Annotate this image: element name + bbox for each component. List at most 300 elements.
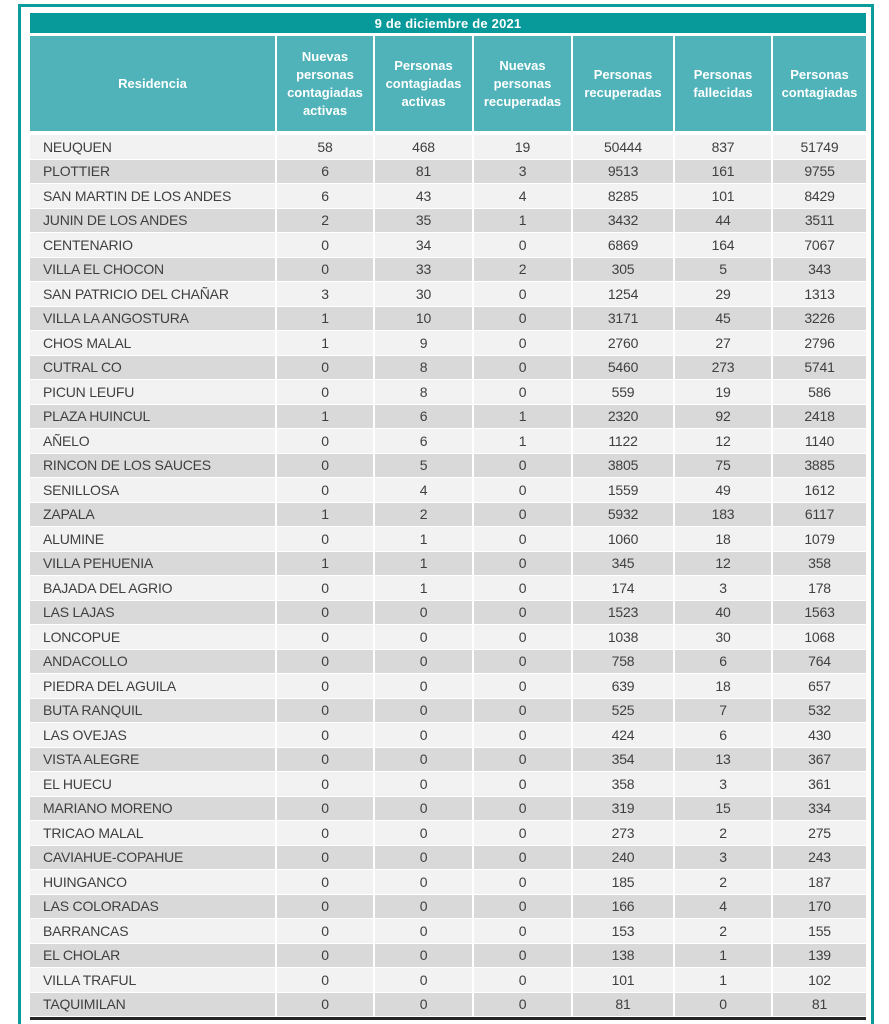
column-header-nuevas-contagiadas-activas: Nuevas personas contagiadas activas bbox=[275, 36, 373, 131]
table-header-row bbox=[30, 36, 866, 131]
value-cell: 0 bbox=[275, 625, 373, 650]
residencia-cell: CUTRAL CO bbox=[30, 356, 275, 381]
value-cell: 354 bbox=[571, 748, 673, 773]
value-cell: 8285 bbox=[571, 184, 673, 209]
value-cell: 358 bbox=[771, 552, 866, 577]
value-cell: 0 bbox=[275, 748, 373, 773]
value-cell: 0 bbox=[373, 821, 472, 846]
value-cell: 40 bbox=[673, 601, 771, 626]
value-cell: 4 bbox=[472, 184, 571, 209]
value-cell: 92 bbox=[673, 405, 771, 430]
table-row bbox=[30, 209, 866, 234]
value-cell: 6 bbox=[275, 160, 373, 185]
value-cell: 0 bbox=[373, 625, 472, 650]
value-cell: 1563 bbox=[771, 601, 866, 626]
value-cell: 2 bbox=[673, 821, 771, 846]
residencia-cell: LAS LAJAS bbox=[30, 601, 275, 626]
value-cell: 1060 bbox=[571, 527, 673, 552]
value-cell: 305 bbox=[571, 258, 673, 283]
value-cell: 0 bbox=[275, 233, 373, 258]
value-cell: 0 bbox=[275, 258, 373, 283]
residencia-cell: BUTA RANQUIL bbox=[30, 699, 275, 724]
value-cell: 0 bbox=[472, 919, 571, 944]
value-cell: 764 bbox=[771, 650, 866, 675]
value-cell: 1079 bbox=[771, 527, 866, 552]
value-cell: 0 bbox=[472, 650, 571, 675]
value-cell: 0 bbox=[373, 797, 472, 822]
value-cell: 1 bbox=[373, 576, 472, 601]
value-cell: 18 bbox=[673, 527, 771, 552]
value-cell: 49 bbox=[673, 478, 771, 503]
residencia-cell: ANDACOLLO bbox=[30, 650, 275, 675]
value-cell: 0 bbox=[373, 723, 472, 748]
value-cell: 3 bbox=[673, 846, 771, 871]
value-cell: 33 bbox=[373, 258, 472, 283]
value-cell: 12 bbox=[673, 552, 771, 577]
value-cell: 2418 bbox=[771, 405, 866, 430]
residencia-cell: ALUMINE bbox=[30, 527, 275, 552]
value-cell: 170 bbox=[771, 895, 866, 920]
value-cell: 0 bbox=[275, 821, 373, 846]
value-cell: 468 bbox=[373, 135, 472, 160]
table-row bbox=[30, 919, 866, 944]
value-cell: 2320 bbox=[571, 405, 673, 430]
residencia-cell: CHOS MALAL bbox=[30, 331, 275, 356]
value-cell: 240 bbox=[571, 846, 673, 871]
table-row bbox=[30, 748, 866, 773]
value-cell: 345 bbox=[571, 552, 673, 577]
value-cell: 343 bbox=[771, 258, 866, 283]
table-row bbox=[30, 429, 866, 454]
value-cell: 3 bbox=[472, 160, 571, 185]
value-cell: 6 bbox=[373, 405, 472, 430]
value-cell: 9513 bbox=[571, 160, 673, 185]
residencia-cell: PLOTTIER bbox=[30, 160, 275, 185]
value-cell: 0 bbox=[373, 674, 472, 699]
value-cell: 0 bbox=[472, 552, 571, 577]
value-cell: 6 bbox=[673, 723, 771, 748]
value-cell: 0 bbox=[472, 625, 571, 650]
value-cell: 2 bbox=[275, 209, 373, 234]
value-cell: 10 bbox=[373, 307, 472, 332]
value-cell: 2796 bbox=[771, 331, 866, 356]
value-cell: 164 bbox=[673, 233, 771, 258]
table-row bbox=[30, 307, 866, 332]
value-cell: 0 bbox=[472, 478, 571, 503]
value-cell: 4 bbox=[673, 895, 771, 920]
value-cell: 3171 bbox=[571, 307, 673, 332]
value-cell: 0 bbox=[472, 380, 571, 405]
value-cell: 0 bbox=[275, 650, 373, 675]
table-row bbox=[30, 576, 866, 601]
value-cell: 0 bbox=[472, 723, 571, 748]
value-cell: 0 bbox=[275, 674, 373, 699]
table-row bbox=[30, 184, 866, 209]
value-cell: 0 bbox=[472, 454, 571, 479]
value-cell: 3 bbox=[673, 772, 771, 797]
value-cell: 1068 bbox=[771, 625, 866, 650]
table-row bbox=[30, 723, 866, 748]
value-cell: 0 bbox=[275, 699, 373, 724]
value-cell: 6 bbox=[673, 650, 771, 675]
value-cell: 1 bbox=[673, 968, 771, 993]
table-row bbox=[30, 846, 866, 871]
value-cell: 3432 bbox=[571, 209, 673, 234]
value-cell: 2 bbox=[373, 503, 472, 528]
table-row bbox=[30, 895, 866, 920]
value-cell: 1523 bbox=[571, 601, 673, 626]
value-cell: 6117 bbox=[771, 503, 866, 528]
column-header-recuperadas: Personas recuperadas bbox=[571, 36, 673, 131]
table-row bbox=[30, 993, 866, 1018]
value-cell: 275 bbox=[771, 821, 866, 846]
value-cell: 1 bbox=[373, 552, 472, 577]
value-cell: 0 bbox=[275, 919, 373, 944]
value-cell: 1038 bbox=[571, 625, 673, 650]
value-cell: 4 bbox=[373, 478, 472, 503]
value-cell: 1140 bbox=[771, 429, 866, 454]
residencia-cell: MARIANO MORENO bbox=[30, 797, 275, 822]
value-cell: 30 bbox=[373, 282, 472, 307]
value-cell: 75 bbox=[673, 454, 771, 479]
table-row bbox=[30, 160, 866, 185]
table-row bbox=[30, 454, 866, 479]
value-cell: 81 bbox=[571, 993, 673, 1018]
value-cell: 0 bbox=[275, 797, 373, 822]
value-cell: 2 bbox=[673, 870, 771, 895]
value-cell: 0 bbox=[472, 968, 571, 993]
residencia-cell: PLAZA HUINCUL bbox=[30, 405, 275, 430]
value-cell: 2760 bbox=[571, 331, 673, 356]
value-cell: 1 bbox=[275, 331, 373, 356]
value-cell: 0 bbox=[373, 993, 472, 1018]
value-cell: 34 bbox=[373, 233, 472, 258]
value-cell: 51749 bbox=[771, 135, 866, 160]
residencia-cell: LAS OVEJAS bbox=[30, 723, 275, 748]
value-cell: 0 bbox=[472, 870, 571, 895]
value-cell: 185 bbox=[571, 870, 673, 895]
value-cell: 19 bbox=[673, 380, 771, 405]
residencia-cell: JUNIN DE LOS ANDES bbox=[30, 209, 275, 234]
residencia-cell: NEUQUEN bbox=[30, 135, 275, 160]
residencia-cell: EL HUECU bbox=[30, 772, 275, 797]
value-cell: 1 bbox=[275, 405, 373, 430]
value-cell: 0 bbox=[472, 748, 571, 773]
value-cell: 12 bbox=[673, 429, 771, 454]
value-cell: 0 bbox=[472, 895, 571, 920]
value-cell: 1122 bbox=[571, 429, 673, 454]
value-cell: 0 bbox=[673, 993, 771, 1018]
value-cell: 174 bbox=[571, 576, 673, 601]
residencia-cell: ZAPALA bbox=[30, 503, 275, 528]
value-cell: 5 bbox=[373, 454, 472, 479]
value-cell: 45 bbox=[673, 307, 771, 332]
value-cell: 0 bbox=[472, 846, 571, 871]
value-cell: 0 bbox=[275, 356, 373, 381]
value-cell: 0 bbox=[275, 870, 373, 895]
value-cell: 532 bbox=[771, 699, 866, 724]
value-cell: 361 bbox=[771, 772, 866, 797]
value-cell: 139 bbox=[771, 944, 866, 969]
residencia-cell: TAQUIMILAN bbox=[30, 993, 275, 1018]
table-row bbox=[30, 650, 866, 675]
value-cell: 5 bbox=[673, 258, 771, 283]
table-row bbox=[30, 258, 866, 283]
value-cell: 8 bbox=[373, 380, 472, 405]
value-cell: 35 bbox=[373, 209, 472, 234]
value-cell: 0 bbox=[472, 576, 571, 601]
value-cell: 0 bbox=[373, 748, 472, 773]
value-cell: 243 bbox=[771, 846, 866, 871]
value-cell: 101 bbox=[673, 184, 771, 209]
table-row bbox=[30, 527, 866, 552]
table-row bbox=[30, 478, 866, 503]
table-row bbox=[30, 944, 866, 969]
residencia-cell: VILLA PEHUENIA bbox=[30, 552, 275, 577]
value-cell: 0 bbox=[275, 944, 373, 969]
table-row bbox=[30, 625, 866, 650]
value-cell: 0 bbox=[275, 478, 373, 503]
value-cell: 0 bbox=[472, 601, 571, 626]
value-cell: 367 bbox=[771, 748, 866, 773]
residencia-cell: RINCON DE LOS SAUCES bbox=[30, 454, 275, 479]
value-cell: 2 bbox=[472, 258, 571, 283]
residencia-cell: VILLA EL CHOCON bbox=[30, 258, 275, 283]
residencia-cell: SENILLOSA bbox=[30, 478, 275, 503]
table-row bbox=[30, 674, 866, 699]
value-cell: 13 bbox=[673, 748, 771, 773]
residencia-cell: BAJADA DEL AGRIO bbox=[30, 576, 275, 601]
value-cell: 3805 bbox=[571, 454, 673, 479]
value-cell: 0 bbox=[472, 699, 571, 724]
table-row bbox=[30, 233, 866, 258]
value-cell: 0 bbox=[373, 601, 472, 626]
value-cell: 3885 bbox=[771, 454, 866, 479]
value-cell: 0 bbox=[472, 821, 571, 846]
value-cell: 0 bbox=[472, 944, 571, 969]
value-cell: 102 bbox=[771, 968, 866, 993]
table-row bbox=[30, 282, 866, 307]
value-cell: 0 bbox=[275, 846, 373, 871]
value-cell: 0 bbox=[373, 699, 472, 724]
value-cell: 0 bbox=[275, 601, 373, 626]
table-row bbox=[30, 699, 866, 724]
value-cell: 15 bbox=[673, 797, 771, 822]
column-header-nuevas-recuperadas: Nuevas personas recuperadas bbox=[472, 36, 571, 131]
value-cell: 166 bbox=[571, 895, 673, 920]
value-cell: 837 bbox=[673, 135, 771, 160]
residencia-cell: HUINGANCO bbox=[30, 870, 275, 895]
table-row bbox=[30, 821, 866, 846]
value-cell: 0 bbox=[275, 895, 373, 920]
value-cell: 0 bbox=[472, 674, 571, 699]
residencia-cell: EL CHOLAR bbox=[30, 944, 275, 969]
value-cell: 1254 bbox=[571, 282, 673, 307]
column-header-contagiadas-activas: Personas contagiadas activas bbox=[373, 36, 472, 131]
value-cell: 161 bbox=[673, 160, 771, 185]
residencia-cell: VILLA TRAFUL bbox=[30, 968, 275, 993]
value-cell: 7 bbox=[673, 699, 771, 724]
value-cell: 1612 bbox=[771, 478, 866, 503]
residencia-cell: LAS COLORADAS bbox=[30, 895, 275, 920]
table-row bbox=[30, 405, 866, 430]
value-cell: 758 bbox=[571, 650, 673, 675]
residencia-cell: AÑELO bbox=[30, 429, 275, 454]
value-cell: 0 bbox=[472, 503, 571, 528]
value-cell: 273 bbox=[673, 356, 771, 381]
value-cell: 0 bbox=[275, 772, 373, 797]
value-cell: 29 bbox=[673, 282, 771, 307]
value-cell: 1 bbox=[275, 307, 373, 332]
value-cell: 273 bbox=[571, 821, 673, 846]
value-cell: 0 bbox=[472, 331, 571, 356]
value-cell: 0 bbox=[275, 429, 373, 454]
value-cell: 178 bbox=[771, 576, 866, 601]
value-cell: 0 bbox=[472, 527, 571, 552]
value-cell: 138 bbox=[571, 944, 673, 969]
value-cell: 0 bbox=[373, 846, 472, 871]
value-cell: 153 bbox=[571, 919, 673, 944]
value-cell: 1 bbox=[472, 429, 571, 454]
covid-data-table bbox=[30, 13, 866, 1020]
residencia-cell: PICUN LEUFU bbox=[30, 380, 275, 405]
table-row bbox=[30, 135, 866, 160]
residencia-cell: PIEDRA DEL AGUILA bbox=[30, 674, 275, 699]
value-cell: 1 bbox=[275, 552, 373, 577]
value-cell: 8 bbox=[373, 356, 472, 381]
value-cell: 2 bbox=[673, 919, 771, 944]
residencia-cell: CAVIAHUE-COPAHUE bbox=[30, 846, 275, 871]
table-row bbox=[30, 601, 866, 626]
value-cell: 6 bbox=[373, 429, 472, 454]
table-row bbox=[30, 968, 866, 993]
value-cell: 525 bbox=[571, 699, 673, 724]
value-cell: 81 bbox=[373, 160, 472, 185]
residencia-cell: CENTENARIO bbox=[30, 233, 275, 258]
value-cell: 3226 bbox=[771, 307, 866, 332]
value-cell: 0 bbox=[373, 870, 472, 895]
value-cell: 0 bbox=[275, 380, 373, 405]
value-cell: 0 bbox=[275, 993, 373, 1018]
value-cell: 27 bbox=[673, 331, 771, 356]
residencia-cell: BARRANCAS bbox=[30, 919, 275, 944]
value-cell: 81 bbox=[771, 993, 866, 1018]
value-cell: 7067 bbox=[771, 233, 866, 258]
value-cell: 559 bbox=[571, 380, 673, 405]
value-cell: 183 bbox=[673, 503, 771, 528]
value-cell: 0 bbox=[472, 772, 571, 797]
column-header-fallecidas: Personas fallecidas bbox=[673, 36, 771, 131]
value-cell: 0 bbox=[275, 723, 373, 748]
residencia-cell: VILLA LA ANGOSTURA bbox=[30, 307, 275, 332]
value-cell: 50444 bbox=[571, 135, 673, 160]
value-cell: 639 bbox=[571, 674, 673, 699]
table-date-title: 9 de diciembre de 2021 bbox=[30, 13, 866, 33]
value-cell: 0 bbox=[275, 576, 373, 601]
value-cell: 1559 bbox=[571, 478, 673, 503]
residencia-cell: TRICAO MALAL bbox=[30, 821, 275, 846]
value-cell: 0 bbox=[373, 919, 472, 944]
value-cell: 1 bbox=[373, 527, 472, 552]
residencia-cell: LONCOPUE bbox=[30, 625, 275, 650]
column-header-contagiadas: Personas contagiadas bbox=[771, 36, 866, 131]
value-cell: 1 bbox=[673, 944, 771, 969]
value-cell: 0 bbox=[472, 356, 571, 381]
value-cell: 187 bbox=[771, 870, 866, 895]
value-cell: 9 bbox=[373, 331, 472, 356]
value-cell: 424 bbox=[571, 723, 673, 748]
value-cell: 334 bbox=[771, 797, 866, 822]
value-cell: 0 bbox=[472, 797, 571, 822]
value-cell: 3 bbox=[673, 576, 771, 601]
value-cell: 0 bbox=[275, 454, 373, 479]
value-cell: 6 bbox=[275, 184, 373, 209]
value-cell: 43 bbox=[373, 184, 472, 209]
value-cell: 1 bbox=[472, 209, 571, 234]
value-cell: 5741 bbox=[771, 356, 866, 381]
table-row bbox=[30, 797, 866, 822]
value-cell: 1 bbox=[275, 503, 373, 528]
value-cell: 155 bbox=[771, 919, 866, 944]
value-cell: 0 bbox=[373, 772, 472, 797]
table-row bbox=[30, 772, 866, 797]
table-row bbox=[30, 331, 866, 356]
value-cell: 19 bbox=[472, 135, 571, 160]
value-cell: 0 bbox=[373, 650, 472, 675]
value-cell: 0 bbox=[373, 944, 472, 969]
table-row bbox=[30, 870, 866, 895]
table-body bbox=[30, 135, 866, 1017]
value-cell: 0 bbox=[373, 895, 472, 920]
value-cell: 30 bbox=[673, 625, 771, 650]
table-row bbox=[30, 356, 866, 381]
value-cell: 0 bbox=[275, 968, 373, 993]
value-cell: 6869 bbox=[571, 233, 673, 258]
value-cell: 0 bbox=[472, 993, 571, 1018]
value-cell: 9755 bbox=[771, 160, 866, 185]
value-cell: 58 bbox=[275, 135, 373, 160]
residencia-cell: SAN PATRICIO DEL CHAÑAR bbox=[30, 282, 275, 307]
value-cell: 5460 bbox=[571, 356, 673, 381]
value-cell: 44 bbox=[673, 209, 771, 234]
table-row bbox=[30, 380, 866, 405]
value-cell: 101 bbox=[571, 968, 673, 993]
value-cell: 0 bbox=[275, 527, 373, 552]
table-bottom-border bbox=[30, 1017, 866, 1020]
value-cell: 3 bbox=[275, 282, 373, 307]
value-cell: 319 bbox=[571, 797, 673, 822]
value-cell: 586 bbox=[771, 380, 866, 405]
residencia-cell: SAN MARTIN DE LOS ANDES bbox=[30, 184, 275, 209]
value-cell: 0 bbox=[472, 282, 571, 307]
value-cell: 0 bbox=[472, 233, 571, 258]
value-cell: 657 bbox=[771, 674, 866, 699]
table-row bbox=[30, 552, 866, 577]
table-row bbox=[30, 503, 866, 528]
value-cell: 3511 bbox=[771, 209, 866, 234]
column-header-residencia: Residencia bbox=[30, 36, 275, 131]
value-cell: 1313 bbox=[771, 282, 866, 307]
value-cell: 18 bbox=[673, 674, 771, 699]
residencia-cell: VISTA ALEGRE bbox=[30, 748, 275, 773]
value-cell: 0 bbox=[373, 968, 472, 993]
value-cell: 5932 bbox=[571, 503, 673, 528]
value-cell: 8429 bbox=[771, 184, 866, 209]
value-cell: 430 bbox=[771, 723, 866, 748]
value-cell: 0 bbox=[472, 307, 571, 332]
value-cell: 1 bbox=[472, 405, 571, 430]
value-cell: 358 bbox=[571, 772, 673, 797]
